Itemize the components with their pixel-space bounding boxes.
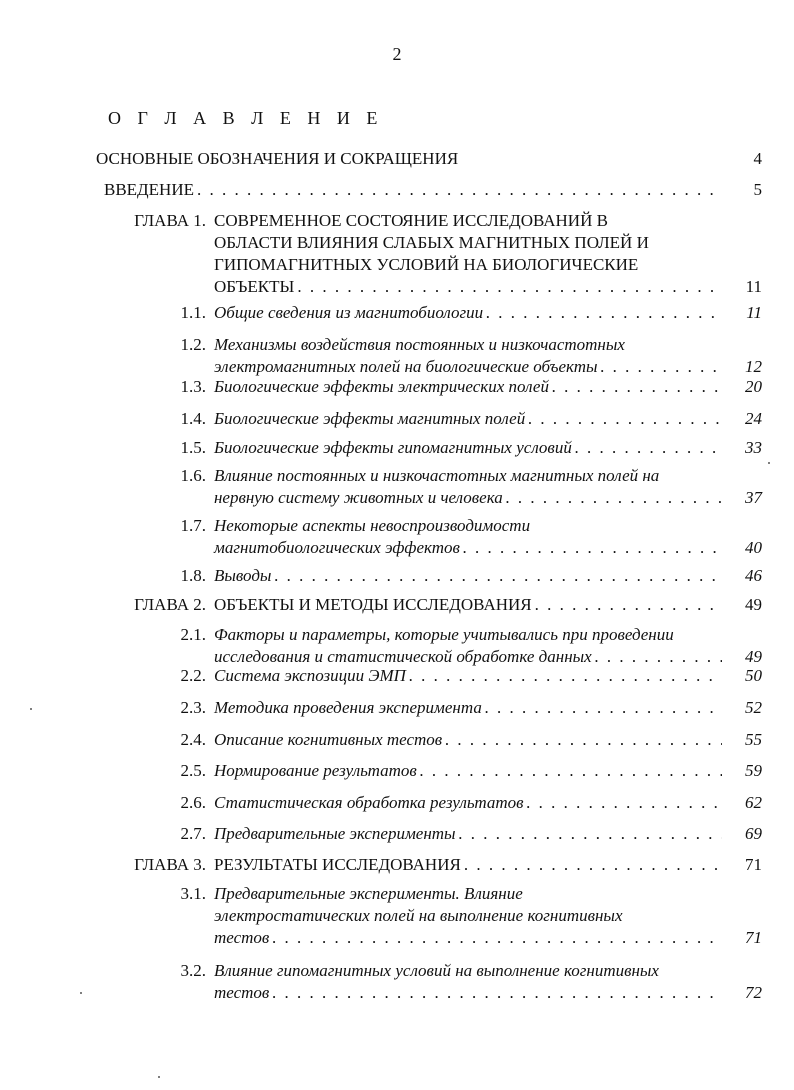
toc-entry-number: ГЛАВА 3. [134, 855, 206, 874]
toc-entry[interactable] [0, 408, 794, 430]
toc-entry-title [214, 927, 722, 949]
scan-speck [30, 708, 32, 710]
toc-entry[interactable] [0, 854, 794, 876]
toc-entry[interactable] [0, 823, 794, 845]
toc-entry-page-number: 49 [745, 595, 762, 614]
toc-entry-number: 2.7. [180, 824, 206, 843]
toc-entry-title-text: Биологические эффекты гипомагнитных условий [214, 438, 572, 457]
toc-entry-title-text: Предварительные эксперименты [214, 824, 456, 843]
toc-entry-title-text: электромагнитных полей на биологические объекты [214, 357, 598, 376]
dot-leader [528, 408, 722, 430]
toc-entry-title-line: Некоторые аспекты невоспроизводимости [214, 516, 531, 535]
toc-entry[interactable] [0, 697, 794, 719]
toc-entry-title [214, 665, 722, 687]
toc-entry-title [214, 302, 722, 324]
toc-entry-title [214, 376, 722, 398]
toc-entry-number: 1.1. [180, 303, 206, 322]
dot-leader [486, 302, 722, 324]
toc-entry-title [104, 179, 722, 201]
toc-entry-title-text: Система экспозиции ЭМП [214, 666, 406, 685]
toc-entry-number: ГЛАВА 2. [134, 595, 206, 614]
toc-entry-title-text: тестов [214, 928, 270, 947]
toc-entry[interactable] [0, 465, 794, 509]
toc-entry-number: 1.5. [180, 438, 206, 457]
toc-entry[interactable] [0, 760, 794, 782]
toc-entry-title [96, 148, 722, 170]
dot-leader [485, 697, 722, 719]
toc-entry-title-text: исследования и статистической обработке данных [214, 647, 592, 666]
toc-entry-title-text: ВВЕДЕНИЕ [104, 180, 194, 199]
toc-entry-page-number: 20 [745, 377, 762, 396]
toc-entry[interactable] [0, 792, 794, 814]
toc-entry-number: 2.5. [180, 761, 206, 780]
toc-entry-page-number: 11 [746, 303, 762, 322]
toc-entry-number: 1.8. [180, 566, 206, 585]
toc-entry-number: 1.2. [180, 335, 206, 354]
toc-entry-title [214, 760, 722, 782]
dot-leader [506, 487, 722, 509]
toc-entry-page-number: 40 [745, 538, 762, 557]
dot-leader [459, 823, 722, 845]
toc-entry-page-number: 49 [745, 647, 762, 666]
dot-leader [535, 594, 722, 616]
dot-leader [409, 665, 722, 687]
toc-entry-page-number: 33 [745, 438, 762, 457]
dot-leader [297, 276, 722, 298]
toc-entry-title-line: СОВРЕМЕННОЕ СОСТОЯНИЕ ИССЛЕДОВАНИЙ В [214, 211, 608, 230]
toc-entry-number: 1.4. [180, 409, 206, 428]
toc-entry-title-text: РЕЗУЛЬТАТЫ ИССЛЕДОВАНИЯ [214, 855, 461, 874]
toc-entry-page-number: 50 [745, 666, 762, 685]
dot-leader [575, 437, 722, 459]
toc-entry-title [214, 792, 722, 814]
toc-entry-page-number: 24 [745, 409, 762, 428]
toc-entry-title [214, 697, 722, 719]
dot-leader [272, 927, 722, 949]
scan-speck [80, 992, 82, 994]
toc-entry-title-text: Выводы [214, 566, 272, 585]
toc-entry-title-line: Влияние постоянных и низкочастотных магнитных полей на [214, 466, 660, 485]
toc-entry-page-number: 52 [745, 698, 762, 717]
page-number: 2 [392, 44, 402, 64]
toc-entry[interactable] [0, 148, 794, 170]
toc-entry-title-line: Факторы и параметры, которые учитывались при проведении [214, 625, 674, 644]
toc-entry-title-line: электростатических полей на выполнение когнитивных [214, 906, 623, 925]
toc-entry-page-number: 71 [745, 855, 762, 874]
toc-entry-number: 2.2. [180, 666, 206, 685]
toc-entry[interactable] [0, 729, 794, 751]
toc-entry[interactable] [0, 883, 794, 949]
toc-entry-title-line: Влияние гипомагнитных условий на выполнение когнитивных [214, 961, 659, 980]
toc-entry-page-number: 4 [753, 149, 762, 168]
toc-entry-page-number: 37 [745, 488, 762, 507]
dot-leader [274, 565, 722, 587]
toc-entry[interactable] [0, 624, 794, 668]
toc-entry-title-text: ОБЪЕКТЫ [214, 277, 295, 296]
toc-entry-title [214, 854, 722, 876]
toc-entry-title-text: нервную систему животных и человека [214, 488, 503, 507]
toc-entry-page-number: 46 [745, 566, 762, 585]
toc-entry-title-text: тестов [214, 983, 270, 1002]
toc-entry-page-number: 71 [745, 928, 762, 947]
toc-entry[interactable] [0, 515, 794, 559]
toc-entry-title [214, 823, 722, 845]
dot-leader [552, 376, 722, 398]
toc-entry-number: 1.6. [180, 466, 206, 485]
toc-entry[interactable] [0, 179, 794, 201]
toc-entry-title-line: ГИПОМАГНИТНЫХ УСЛОВИЙ НА БИОЛОГИЧЕСКИЕ [214, 255, 639, 274]
toc-entry[interactable] [0, 437, 794, 459]
toc-entry[interactable] [0, 960, 794, 1004]
dot-leader [272, 982, 722, 1004]
toc-entry-title-text: Биологические эффекты магнитных полей [214, 409, 526, 428]
toc-entry-title-text: Методика проведения эксперимента [214, 698, 482, 717]
toc-entry-title-text: ОСНОВНЫЕ ОБОЗНАЧЕНИЯ И СОКРАЩЕНИЯ [96, 149, 459, 168]
dot-leader [197, 179, 722, 201]
toc-entry-title [214, 437, 722, 459]
toc-entry-number: 2.6. [180, 793, 206, 812]
toc-entry-title-line: Предварительные эксперименты. Влияние [214, 884, 523, 903]
toc-entry-title-line: Механизмы воздействия постоянных и низкочастотных [214, 335, 625, 354]
toc-entry-title [214, 729, 722, 751]
toc-entry-title-text: Статистическая обработка результатов [214, 793, 524, 812]
toc-entry-title-text: ОБЪЕКТЫ И МЕТОДЫ ИССЛЕДОВАНИЯ [214, 595, 532, 614]
toc-entry-title [214, 594, 722, 616]
toc-entry-title [214, 356, 722, 378]
dot-leader [601, 356, 722, 378]
toc-entry-title [214, 276, 722, 298]
toc-entry-number: 2.1. [180, 625, 206, 644]
toc-entry-page-number: 59 [745, 761, 762, 780]
toc-entry[interactable] [0, 594, 794, 616]
toc-entry[interactable] [0, 376, 794, 398]
toc-entry-number: 1.7. [180, 516, 206, 535]
toc-entry-number: 3.2. [180, 961, 206, 980]
toc-entry-title [214, 982, 722, 1004]
toc-entry-number: 2.4. [180, 730, 206, 749]
toc-entry[interactable] [0, 302, 794, 324]
toc-entry[interactable] [0, 565, 794, 587]
dot-leader [527, 792, 722, 814]
toc-heading: О Г Л А В Л Е Н И Е [108, 108, 384, 128]
toc-entry-number: 2.3. [180, 698, 206, 717]
toc-entry-title-text: Описание когнитивных тестов [214, 730, 443, 749]
toc-entry-title-text: Нормирование результатов [214, 761, 417, 780]
toc-entry[interactable] [0, 210, 794, 298]
toc-entry-title [214, 408, 722, 430]
toc-entry-title [214, 487, 722, 509]
dot-leader [445, 729, 722, 751]
toc-entry-page-number: 69 [745, 824, 762, 843]
toc-entry-title-text: Общие сведения из магнитобиологии [214, 303, 484, 322]
toc-entry-title [214, 537, 722, 559]
dot-leader [420, 760, 722, 782]
toc-entry-page-number: 5 [753, 180, 762, 199]
toc-entry-number: 1.3. [180, 377, 206, 396]
toc-entry[interactable] [0, 334, 794, 378]
toc-entry-title [214, 565, 722, 587]
toc-entry[interactable] [0, 665, 794, 687]
dot-leader [463, 537, 722, 559]
dot-leader [464, 854, 722, 876]
toc-entry-page-number: 11 [745, 277, 762, 296]
scan-speck [768, 462, 770, 464]
toc-entry-number: ГЛАВА 1. [134, 211, 206, 230]
toc-entry-page-number: 62 [745, 793, 762, 812]
toc-entry-page-number: 12 [745, 357, 762, 376]
toc-entry-page-number: 72 [745, 983, 762, 1002]
toc-entry-page-number: 55 [745, 730, 762, 749]
toc-entry-title-text: магнитобиологических эффектов [214, 538, 460, 557]
scan-speck [158, 1076, 160, 1078]
toc-entry-title-text: Биологические эффекты электрических полей [214, 377, 549, 396]
toc-entry-number: 3.1. [180, 884, 206, 903]
toc-entry-title-line: ОБЛАСТИ ВЛИЯНИЯ СЛАБЫХ МАГНИТНЫХ ПОЛЕЙ И [214, 233, 649, 252]
